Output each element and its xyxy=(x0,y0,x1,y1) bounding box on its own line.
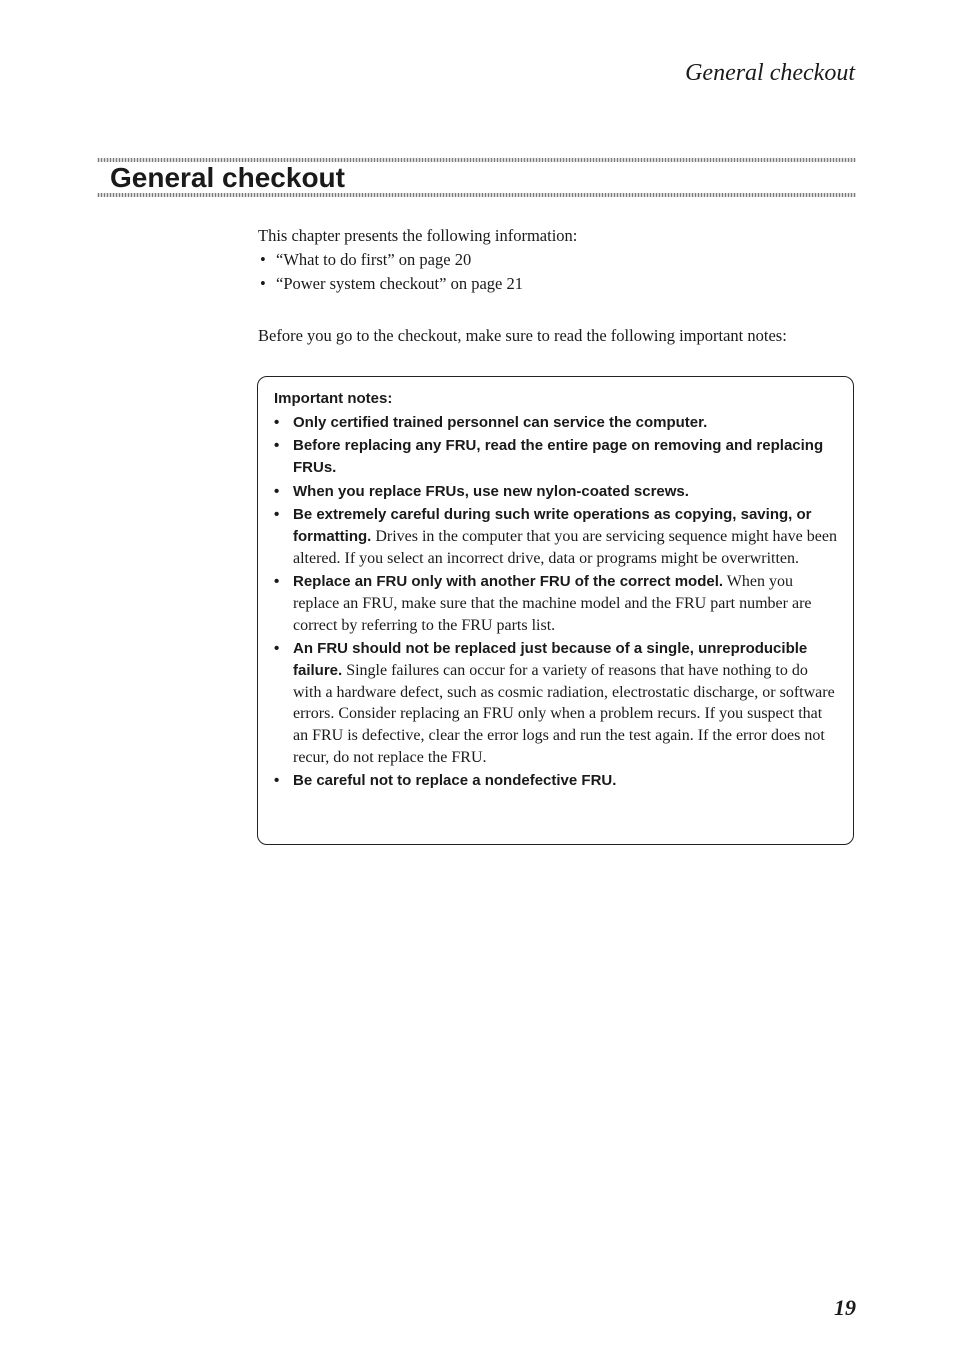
note-bold: Only certified trained personnel can service the computer. xyxy=(293,414,708,431)
intro-text: This chapter presents the following information: xyxy=(258,226,578,245)
bullet-icon: • xyxy=(274,482,280,500)
toc-item[interactable]: • “Power system checkout” on page 21 xyxy=(258,272,858,296)
bullet-icon: • xyxy=(274,639,280,657)
note-bold: Before replacing any FRU, read the entire page on removing and replacing FRUs. xyxy=(293,437,824,477)
chapter-title: General checkout xyxy=(110,162,345,193)
notes-heading: Important notes: xyxy=(274,390,393,407)
note-item xyxy=(274,504,837,569)
bullet-icon: • xyxy=(274,772,280,790)
note-bold: Replace an FRU only with another FRU of the correct model. xyxy=(293,572,724,590)
note-bold: Be careful not to replace a nondefective FRU. xyxy=(293,772,617,790)
note-bold: Be extremely careful during such write operations as copying, saving, or formatting. xyxy=(293,505,812,545)
note-bold: When you replace FRUs, use new nylon-coated screws. xyxy=(293,482,689,500)
note-item xyxy=(274,481,837,503)
note-item xyxy=(274,435,837,479)
note-text: Single failures can occur for a variety of reasons that have nothing to do with a hardware defect, such as cosmic radiation, electrostatic discharge, or software errors. Consider replacing an FRU only when a problem recurs. If you suspect that an FRU is defective, clear the error logs and run the test again. If the error does not recur, do not replace the FRU. xyxy=(293,661,835,766)
note-bold: An FRU should not be replaced just because of a single, unreproducible failure. xyxy=(293,639,808,679)
page-number: 19 xyxy=(834,1295,856,1320)
notes-list xyxy=(274,412,837,792)
note-item xyxy=(274,571,837,636)
toc-item[interactable]: • “What to do first” on page 20 xyxy=(258,248,858,272)
note-text: When you replace an FRU, make sure that the machine model and the FRU part number are correct by referring to the FRU parts list. xyxy=(293,572,812,634)
bullet-icon: • xyxy=(274,414,280,431)
title-rule-bottom xyxy=(97,193,856,197)
toc-list xyxy=(258,248,858,296)
running-header: General checkout xyxy=(685,60,855,86)
bullet-icon: • xyxy=(274,572,280,590)
bullet-icon: • xyxy=(274,505,280,523)
note-item xyxy=(274,412,837,434)
important-notes-box xyxy=(257,376,854,845)
note-text: Drives in the computer that you are servicing sequence might have been altered. If you select an incorrect drive, data or programs might be overwritten. xyxy=(293,527,837,567)
note-item xyxy=(274,638,837,769)
bullet-icon: • xyxy=(274,437,280,455)
chapter-intro xyxy=(258,224,858,348)
note-item xyxy=(274,770,837,792)
before-checkout-text: Before you go to the checkout, make sure to read the following important notes: xyxy=(258,326,787,345)
